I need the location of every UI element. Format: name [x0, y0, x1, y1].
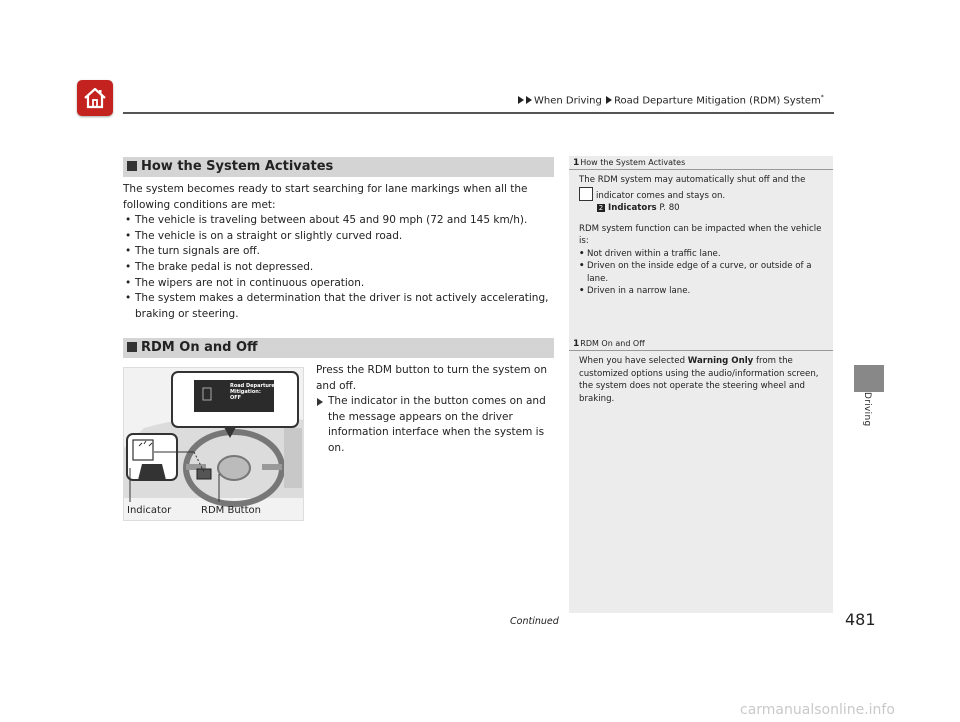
- note-divider: [569, 169, 833, 170]
- note-text-cont: indicator comes and stays on.: [596, 190, 726, 201]
- breadcrumb-link-when-driving[interactable]: When Driving: [534, 95, 602, 107]
- note-xref[interactable]: [579, 202, 827, 215]
- result-arrow-icon: [317, 398, 323, 406]
- note-bullet: • Driven on the inside edge of a curve, or outside of a lane.: [579, 260, 827, 285]
- list-item: • The vehicle is on a straight or slightly curved road.: [123, 229, 555, 245]
- chapter-tab[interactable]: [854, 365, 884, 392]
- note-text: When you have selected: [579, 356, 686, 366]
- home-icon: [82, 85, 108, 111]
- note-bullet: • Not driven within a traffic lane.: [579, 248, 827, 261]
- home-button[interactable]: [77, 80, 113, 116]
- conditions-list: [123, 213, 555, 322]
- section-heading-onoff: [123, 338, 554, 358]
- onoff-result: [316, 394, 556, 456]
- figure-label-indicator: Indicator: [127, 505, 172, 516]
- note-text: The RDM system may automatically shut off and the: [579, 175, 806, 185]
- list-item: • The wipers are not in continuous operation.: [123, 276, 555, 292]
- note-title-text: How the System Activates: [580, 158, 686, 167]
- note-title-text: RDM On and Off: [580, 339, 645, 348]
- header-divider: [123, 112, 834, 114]
- xref-page[interactable]: P. 80: [659, 203, 680, 213]
- note-text: [579, 187, 827, 203]
- figure-label-rdm-button: RDM Button: [201, 505, 261, 516]
- list-item: • The vehicle is traveling between about 45 and 90 mph (72 and 145 km/h).: [123, 213, 555, 229]
- xref-label[interactable]: Indicators: [608, 203, 657, 213]
- breadcrumb-arrow-icon: [606, 96, 612, 104]
- breadcrumb-arrow-icon: [526, 96, 532, 104]
- breadcrumb-asterisk: *: [820, 94, 824, 101]
- display-line: Mitigation:: [230, 389, 261, 395]
- section-square-icon: [127, 161, 137, 171]
- breadcrumb-current: Road Departure Mitigation (RDM) System: [614, 95, 821, 107]
- note-bullet: • Driven in a narrow lane.: [579, 285, 827, 298]
- chapter-tab-label: Driving: [862, 392, 872, 427]
- note-title-activates: [573, 158, 685, 168]
- activates-intro: The system becomes ready to start searching for lane markings when all the following conditions are met:: [123, 183, 528, 211]
- section-square-icon: [127, 342, 137, 352]
- dashboard-drawing: [124, 368, 304, 521]
- note-emphasis: Warning Only: [687, 356, 754, 366]
- note-body-activates: [579, 174, 827, 298]
- note-title-onoff: [573, 339, 645, 349]
- section-title-onoff: RDM On and Off: [141, 340, 258, 355]
- list-item: • The brake pedal is not depressed.: [123, 260, 555, 276]
- dashboard-illustration: [123, 367, 304, 521]
- note-number: 1: [573, 158, 580, 168]
- breadcrumb: [518, 94, 824, 106]
- section-title-activates: How the System Activates: [141, 159, 334, 174]
- display-line: OFF: [230, 395, 242, 401]
- note-text: RDM system function can be impacted when the vehicle is:: [579, 223, 822, 246]
- section-heading-activates: [123, 157, 554, 177]
- onoff-body: [316, 363, 556, 457]
- breadcrumb-arrow-icon: [518, 96, 524, 104]
- onoff-instruction: Press the RDM button to turn the system on and off.: [316, 364, 548, 392]
- watermark: carmanualsonline.info: [740, 702, 895, 718]
- note-divider: [569, 350, 833, 351]
- continued-label: Continued: [510, 616, 559, 627]
- note-body-onoff: [579, 355, 827, 405]
- display-line: Road Departure: [230, 383, 275, 389]
- note-text: from the customized options using the audio/information screen, the system does not operate the steering wheel and braking.: [579, 356, 819, 404]
- rdm-indicator-icon: [579, 187, 593, 201]
- note-number: 1: [573, 339, 580, 349]
- onoff-result-text: The indicator in the button comes on and the message appears on the driver information interface when the system is on.: [328, 395, 546, 454]
- display-message: [230, 383, 275, 401]
- page-number: 481: [845, 610, 876, 629]
- activates-body: [123, 182, 555, 322]
- list-item: • The turn signals are off.: [123, 244, 555, 260]
- list-item: • The system makes a determination that the driver is not actively accelerating, braking or steering.: [123, 291, 555, 322]
- xref-icon: 2: [598, 204, 604, 212]
